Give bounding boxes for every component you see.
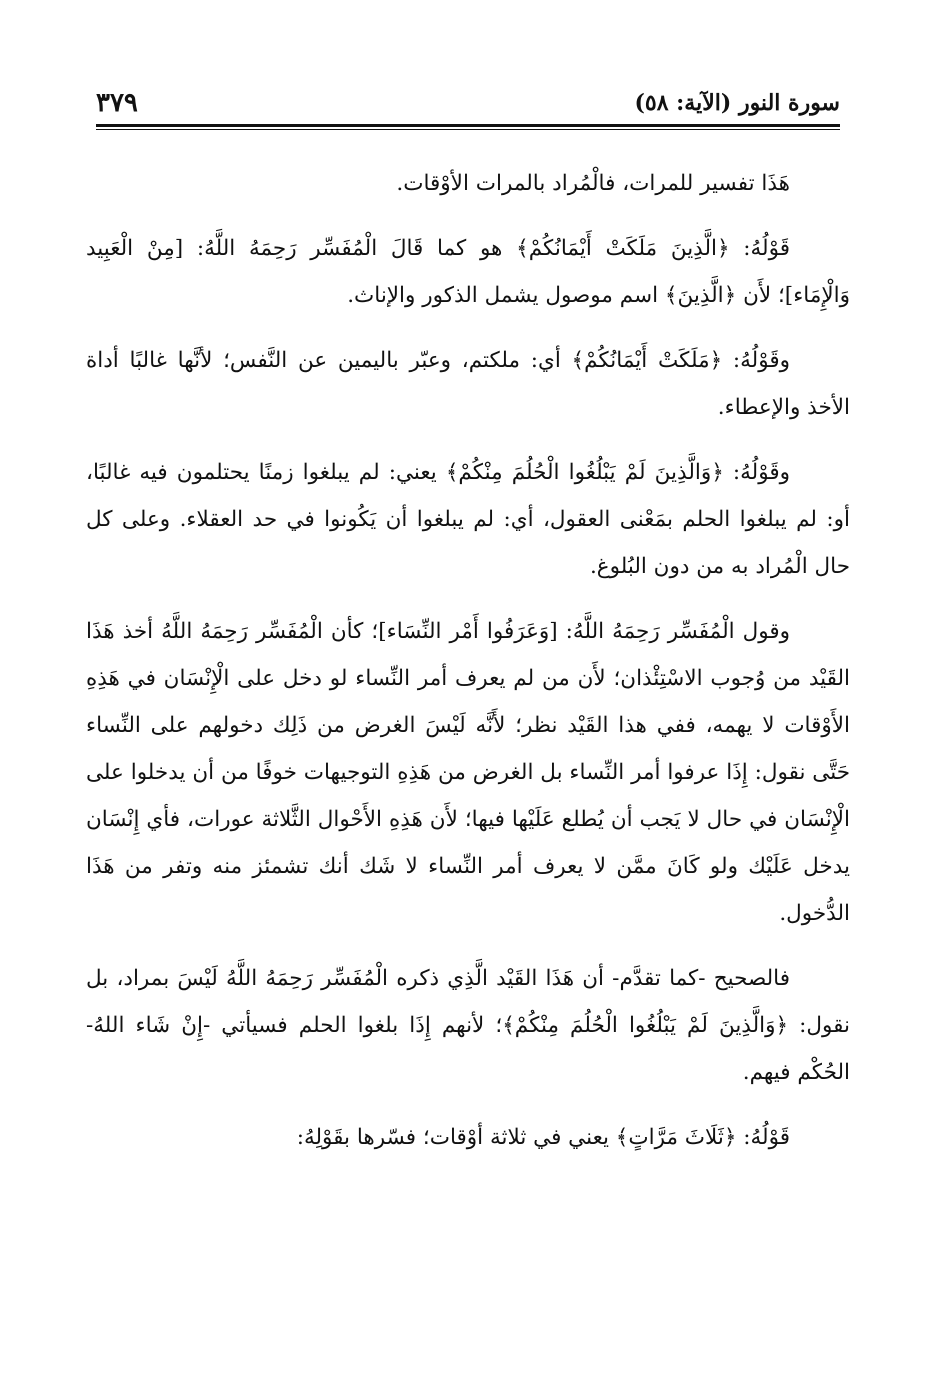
page-number: ٣٧٩ bbox=[96, 88, 138, 118]
paragraph: قَوْلُهُ: ﴿ثَلَاثَ مَرَّاتٍ﴾ يعني في ثلاثة أوْقات؛ فسّرها بقَوْلِهُ: bbox=[296, 1125, 790, 1150]
paragraph: وقَوْلُهُ: ﴿وَالَّذِينَ لَمْ يَبْلُغُوا الْحُلُمَ مِنْكُمْ﴾ يعني: لم يبلغوا زمنًا يحتلمون فيه غالبًا، أو: لم يبلغوا الحلم بمَعْنى العقول، أي: لم يبلغوا أن يَكُونوا في حد العقلاء. وعلى كل حال الْمُراد به من دون البُلوغ. bbox=[86, 460, 850, 579]
page-header bbox=[96, 86, 840, 122]
paragraph: هَذَا تفسير للمرات، فالْمُراد بالمرات الأوْقات. bbox=[396, 171, 790, 196]
paragraph: قَوْلُهُ: ﴿الَّذِينَ مَلَكَتْ أَيْمَانُكُمْ﴾ هو كما قَالَ الْمُفَسِّر رَحِمَهُ اللَّهُ: [مِنْ الْعَبِيد وَالْإِمَاء]؛ لأَن ﴿الَّذِينَ﴾ اسم موصول يشمل الذكور والإناث. bbox=[86, 236, 850, 308]
paragraph: فالصحيح -كما تقدَّم- أن هَذَا القَيْد الَّذِي ذكره الْمُفَسِّر رَحِمَهُ اللَّهُ لَيْسَ بمراد، بل نقول: ﴿وَالَّذِينَ لَمْ يَبْلُغُوا الْحُلُمَ مِنْكُمْ﴾؛ لأنهم إِذَا بلغوا الحلم فسيأتي -إِنْ شَاء اللهُ- الحُكْم فيهم. bbox=[86, 966, 850, 1085]
page-body bbox=[86, 160, 850, 1179]
header-rule-thin bbox=[96, 129, 840, 130]
header-rule bbox=[96, 124, 840, 127]
running-title: سورة النور (الآية: ٥٨) bbox=[634, 90, 840, 116]
paragraph: وقول الْمُفَسِّر رَحِمَهُ اللَّهُ: [وَعَرَفُوا أَمْر النِّسَاء]؛ كأن الْمُفَسِّر رَحِمَهُ اللَّهُ أخذ هَذَا القَيْد من وُجوب الاسْتِئْذان؛ لأَن من لم يعرف أمر النِّساء لو دخل على الْإِنْسَان في هَذِهِ الأَوْقات لا يهمه، ففي هذا القَيْد نظر؛ لأَنَّه لَيْسَ الغرض من ذَلِك دخولهم على النِّساء حَتَّى نقول: إِذَا عرفوا أمر النِّساء بل الغرض من هَذِهِ التوجيهات خوفًا من أن يدخلوا على الْإِنْسَان في حال لا يَجب أن يُطلع عَلَيْها فيها؛ لأَن هَذِهِ الأَحْوال الثَّلاثة عورات، فأي إِنْسَان يدخل عَلَيْك ولو كَانَ ممَّن لا يعرف أمر النِّساء لا شَك أنك تشمئز منه وتفر من هَذَا الدُّخول. bbox=[86, 619, 850, 926]
paragraph: وقَوْلُهُ: ﴿مَلَكَتْ أَيْمَانُكُمْ﴾ أي: ملكتم، وعبّر باليمين عن النَّفس؛ لأنَّها غالبًا أداة الأخذ والإعطاء. bbox=[86, 348, 850, 420]
